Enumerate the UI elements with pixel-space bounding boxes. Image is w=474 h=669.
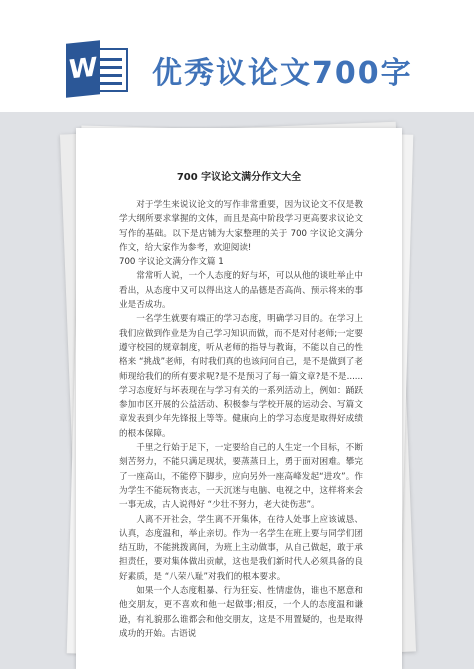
document-body bbox=[119, 198, 363, 641]
body-paragraph: 人离不开社会，学生离不开集体，在待人处事上应该诚恳、认真，态度温和，举止亲切。作为一名学生在班上要与同学们团结互助，不能挑拨离间，为班上主动做事，从自己做起，敢于承担责任，要对集体做出贡献，这也是我们新时代人必须具备的良好素质，是 “八荣八耻”对我们的根本要求。 bbox=[119, 514, 363, 582]
body-paragraph: 常常听人说，一个人态度的好与坏，可以从他的谈吐举止中看出，从态度中又可以得出这人的品德是否高尚、预示将来的事业是否成功。 bbox=[119, 271, 363, 311]
intro-paragraph: 对于学生来说议论文的写作非常重要，因为议论文不仅是教学大纲所要求掌握的文体，而且是高中阶段学习更高要求议论文写作的基础。以下是店铺为大家整理的关于 700 字议论文满分作文，给大家作为参考，欢迎阅读! bbox=[119, 200, 363, 253]
banner bbox=[0, 0, 474, 112]
word-icon-letter: W bbox=[66, 40, 100, 98]
word-document-icon bbox=[66, 42, 130, 96]
document-title: 700 字议论文满分作文大全 bbox=[176, 172, 302, 183]
section-subheading: 700 字议论文满分作文篇 1 bbox=[119, 257, 224, 268]
banner-title: 优秀议论文700字 bbox=[152, 56, 413, 91]
body-paragraph: 千里之行始于足下，一定要给自己的人生定一个目标，不断刻苦努力，不能只满足现状，要蒸蒸日上，勇于面对困难。攀完了一座高山，不能停下脚步，应向另外一座高峰发起“进攻”。作为学生不能玩物丧志，一天沉迷与电脑、电视之中，这样将来会一事无成，古人说得好 “少壮不努力，老大徒伤悲”。 bbox=[119, 443, 363, 511]
body-paragraph: 如果一个人态度粗暴、行为狂妄、性情虚伪，谁也不愿意和他交朋友，更不喜欢和他一起做事;相反，一个人的态度温和谦逊，有礼貌那么谁都会和他交朋友，这是不用置疑的，也是取得成功的开始。古语说 bbox=[119, 586, 363, 639]
body-paragraph: 一名学生就要有端正的学习态度，明确学习目的。在学习上我们应做到作业是为自己学习知识而做，而不是对付老师;一定要遵守校园的规章制度，听从老师的指导与教诲，不能以自己的性格来 “挑战”老师，有时我们真的也该问问自己，是不是做到了老师现给我们的所有要求呢?是不是预习了每一篇文章?是不是......学习态度好与坏表现在与学习有关的一系列活动上，例如：踊跃参加市区开展的公益活动、积极参与学校开展的运动会、写篇文章发表到少年先锋报上等等。健康向上的学习态度是取得好成绩的根本保障。 bbox=[119, 314, 363, 439]
document-page bbox=[76, 128, 402, 669]
